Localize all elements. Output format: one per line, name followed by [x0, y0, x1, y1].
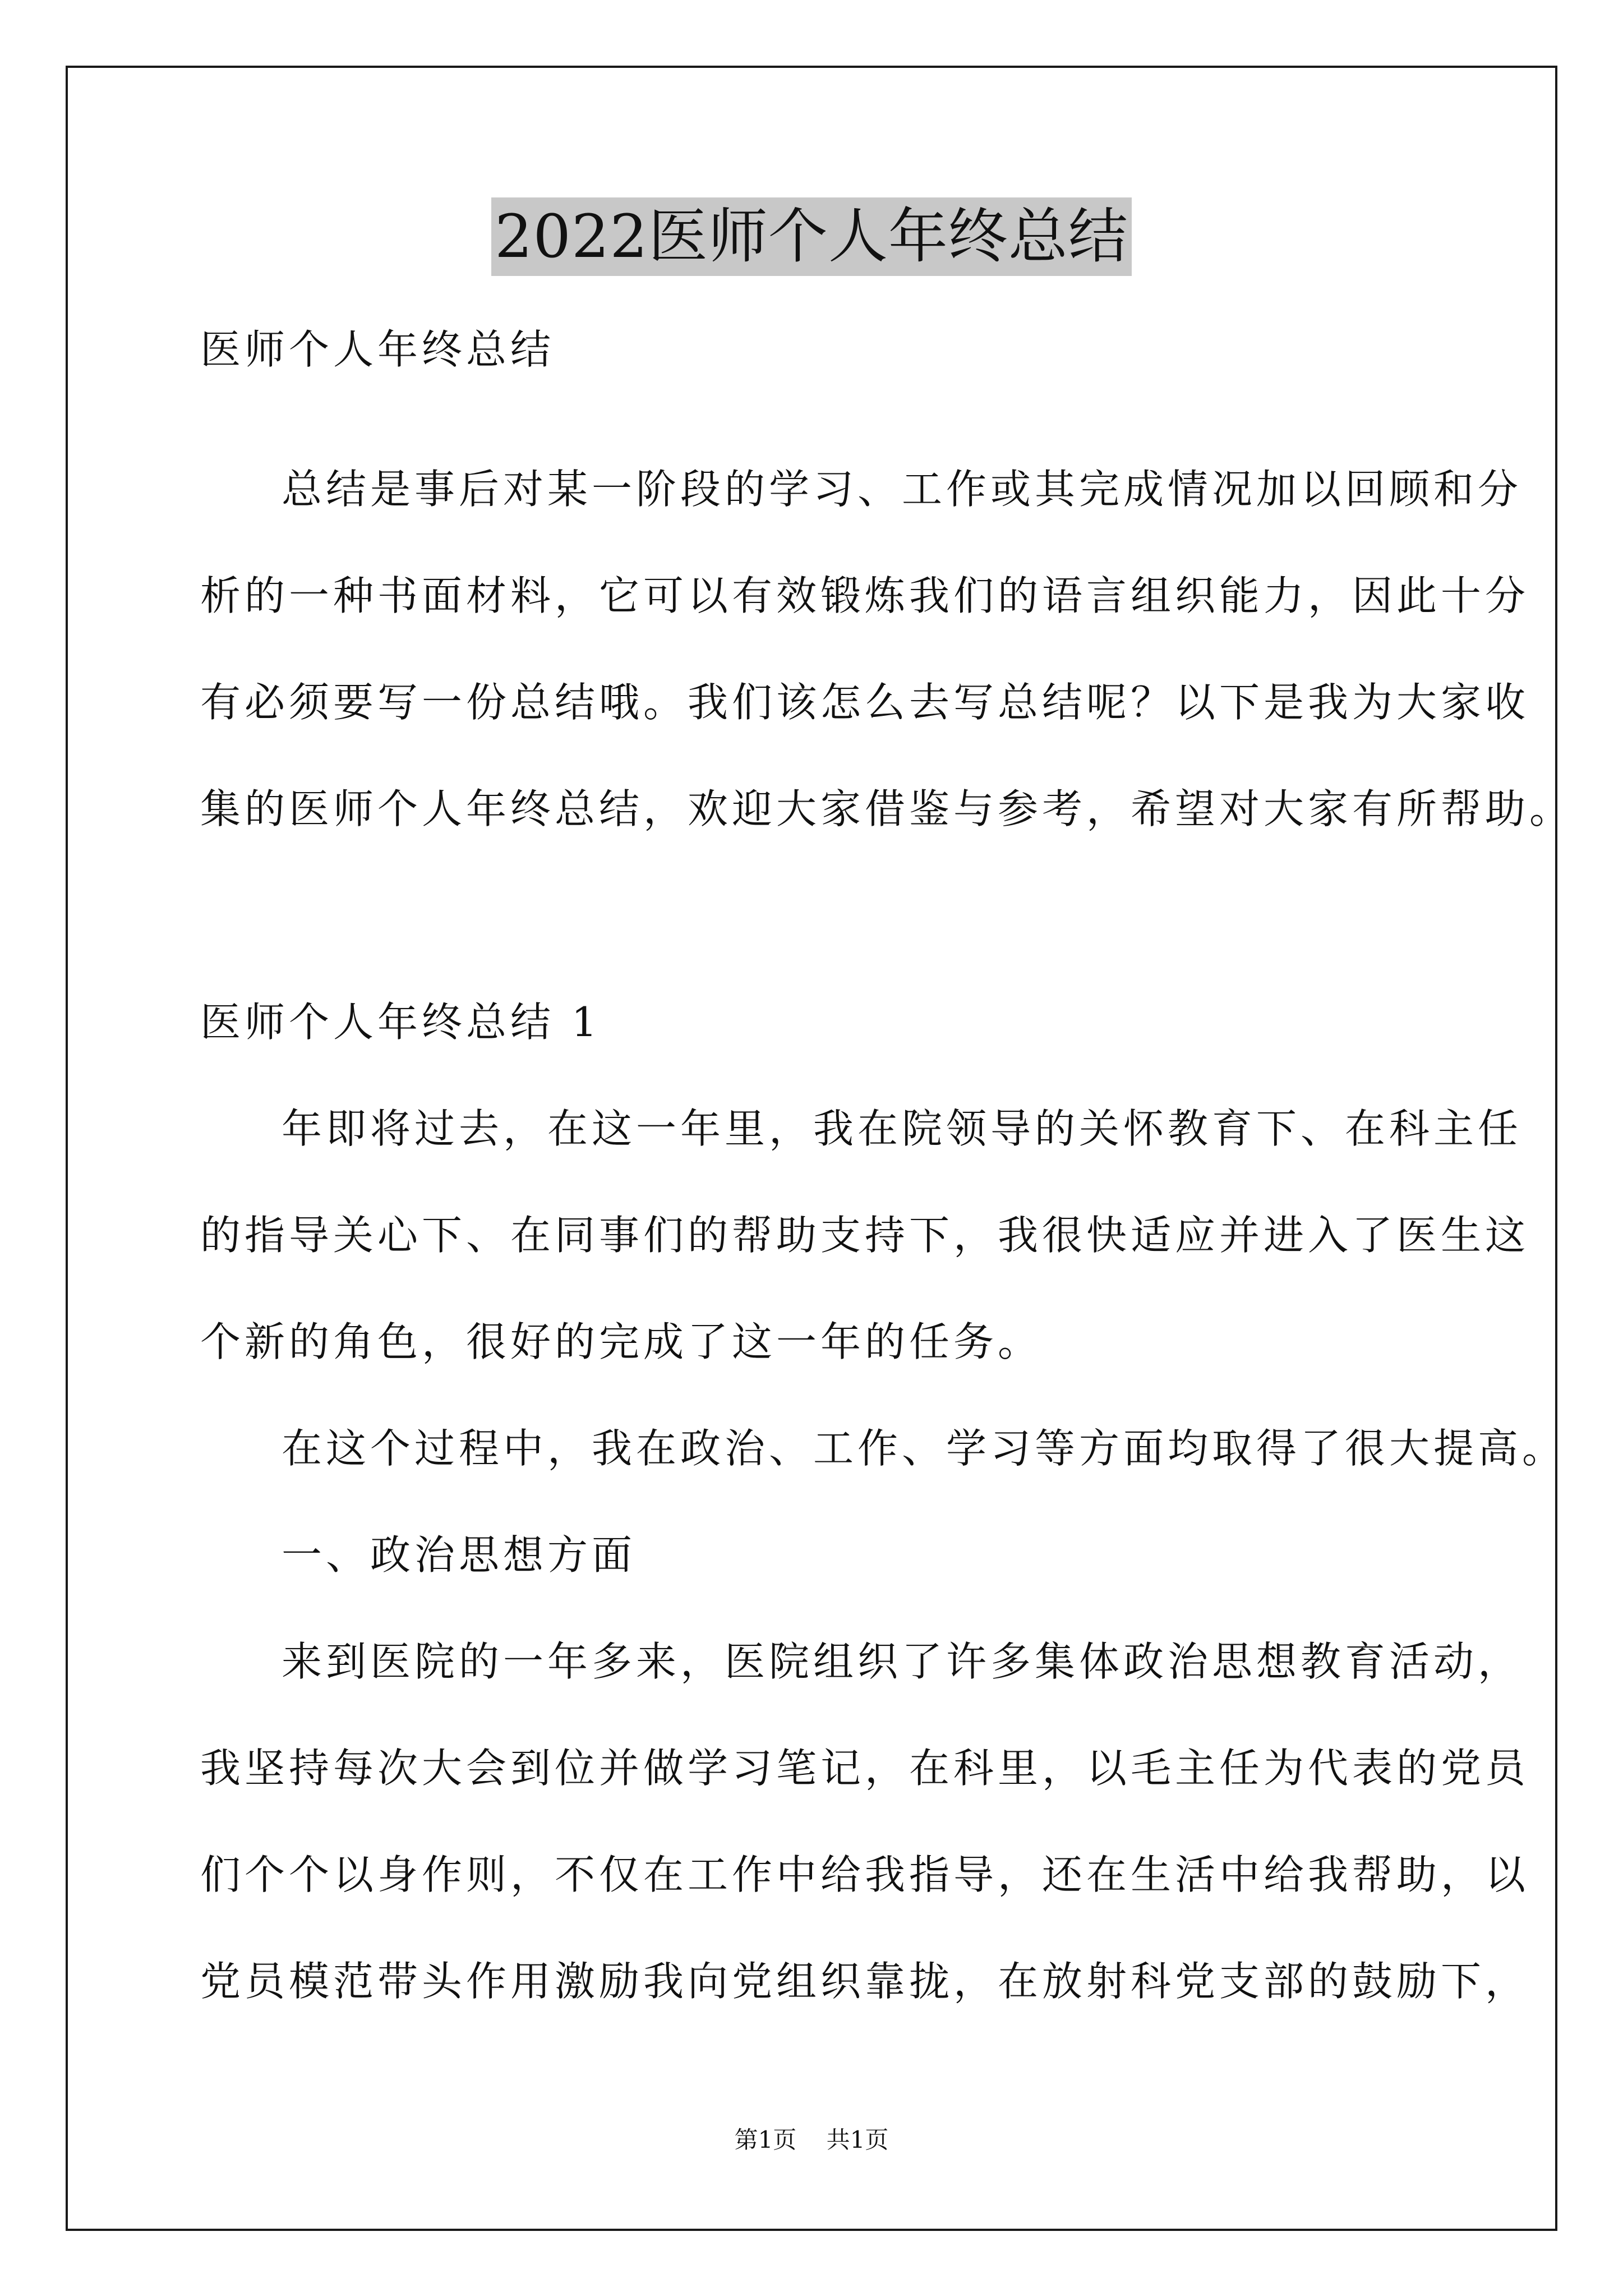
- para2-line-1: 在这个过程中，我在政治、工作、学习等方面均取得了很大提高。: [282, 1425, 1567, 1472]
- intro-line-3: 有必须要写一份总结哦。我们该怎么去写总结呢？以下是我为大家收: [200, 679, 1530, 726]
- document-title: 2022医师个人年终总结: [491, 197, 1132, 276]
- document-subtitle: 医师个人年终总结: [200, 326, 555, 373]
- section-title: 医师个人年终总结 1: [200, 999, 601, 1046]
- para1-line-1: 年即将过去，在这一年里，我在院领导的关怀教育下、在科主任: [282, 1105, 1523, 1152]
- para3-line-1: 来到医院的一年多来，医院组织了许多集体政治思想教育活动，: [282, 1638, 1523, 1685]
- intro-line-1: 总结是事后对某一阶段的学习、工作或其完成情况加以回顾和分: [282, 466, 1523, 513]
- page-number-total: 共1页: [826, 2126, 889, 2154]
- para3-line-4: 党员模范带头作用激励我向党组织靠拢，在放射科党支部的鼓励下，: [200, 1958, 1530, 2005]
- para3-line-2: 我坚持每次大会到位并做学习笔记，在科里，以毛主任为代表的党员: [200, 1745, 1530, 1792]
- intro-line-2: 析的一种书面材料，它可以有效锻炼我们的语言组织能力，因此十分: [200, 572, 1530, 619]
- page-footer: [0, 2123, 1623, 2157]
- para1-line-2: 的指导关心下、在同事们的帮助支持下，我很快适应并进入了医生这: [200, 1212, 1530, 1259]
- page-number-current: 第1页: [734, 2126, 797, 2154]
- para3-line-3: 们个个以身作则，不仅在工作中给我指导，还在生活中给我帮助，以: [200, 1851, 1530, 1898]
- heading-political: 一、政治思想方面: [282, 1531, 637, 1579]
- intro-line-4: 集的医师个人年终总结，欢迎大家借鉴与参考，希望对大家有所帮助。: [200, 785, 1574, 832]
- para1-line-3: 个新的角色，很好的完成了这一年的任务。: [200, 1318, 1043, 1365]
- title-container: [0, 197, 1623, 276]
